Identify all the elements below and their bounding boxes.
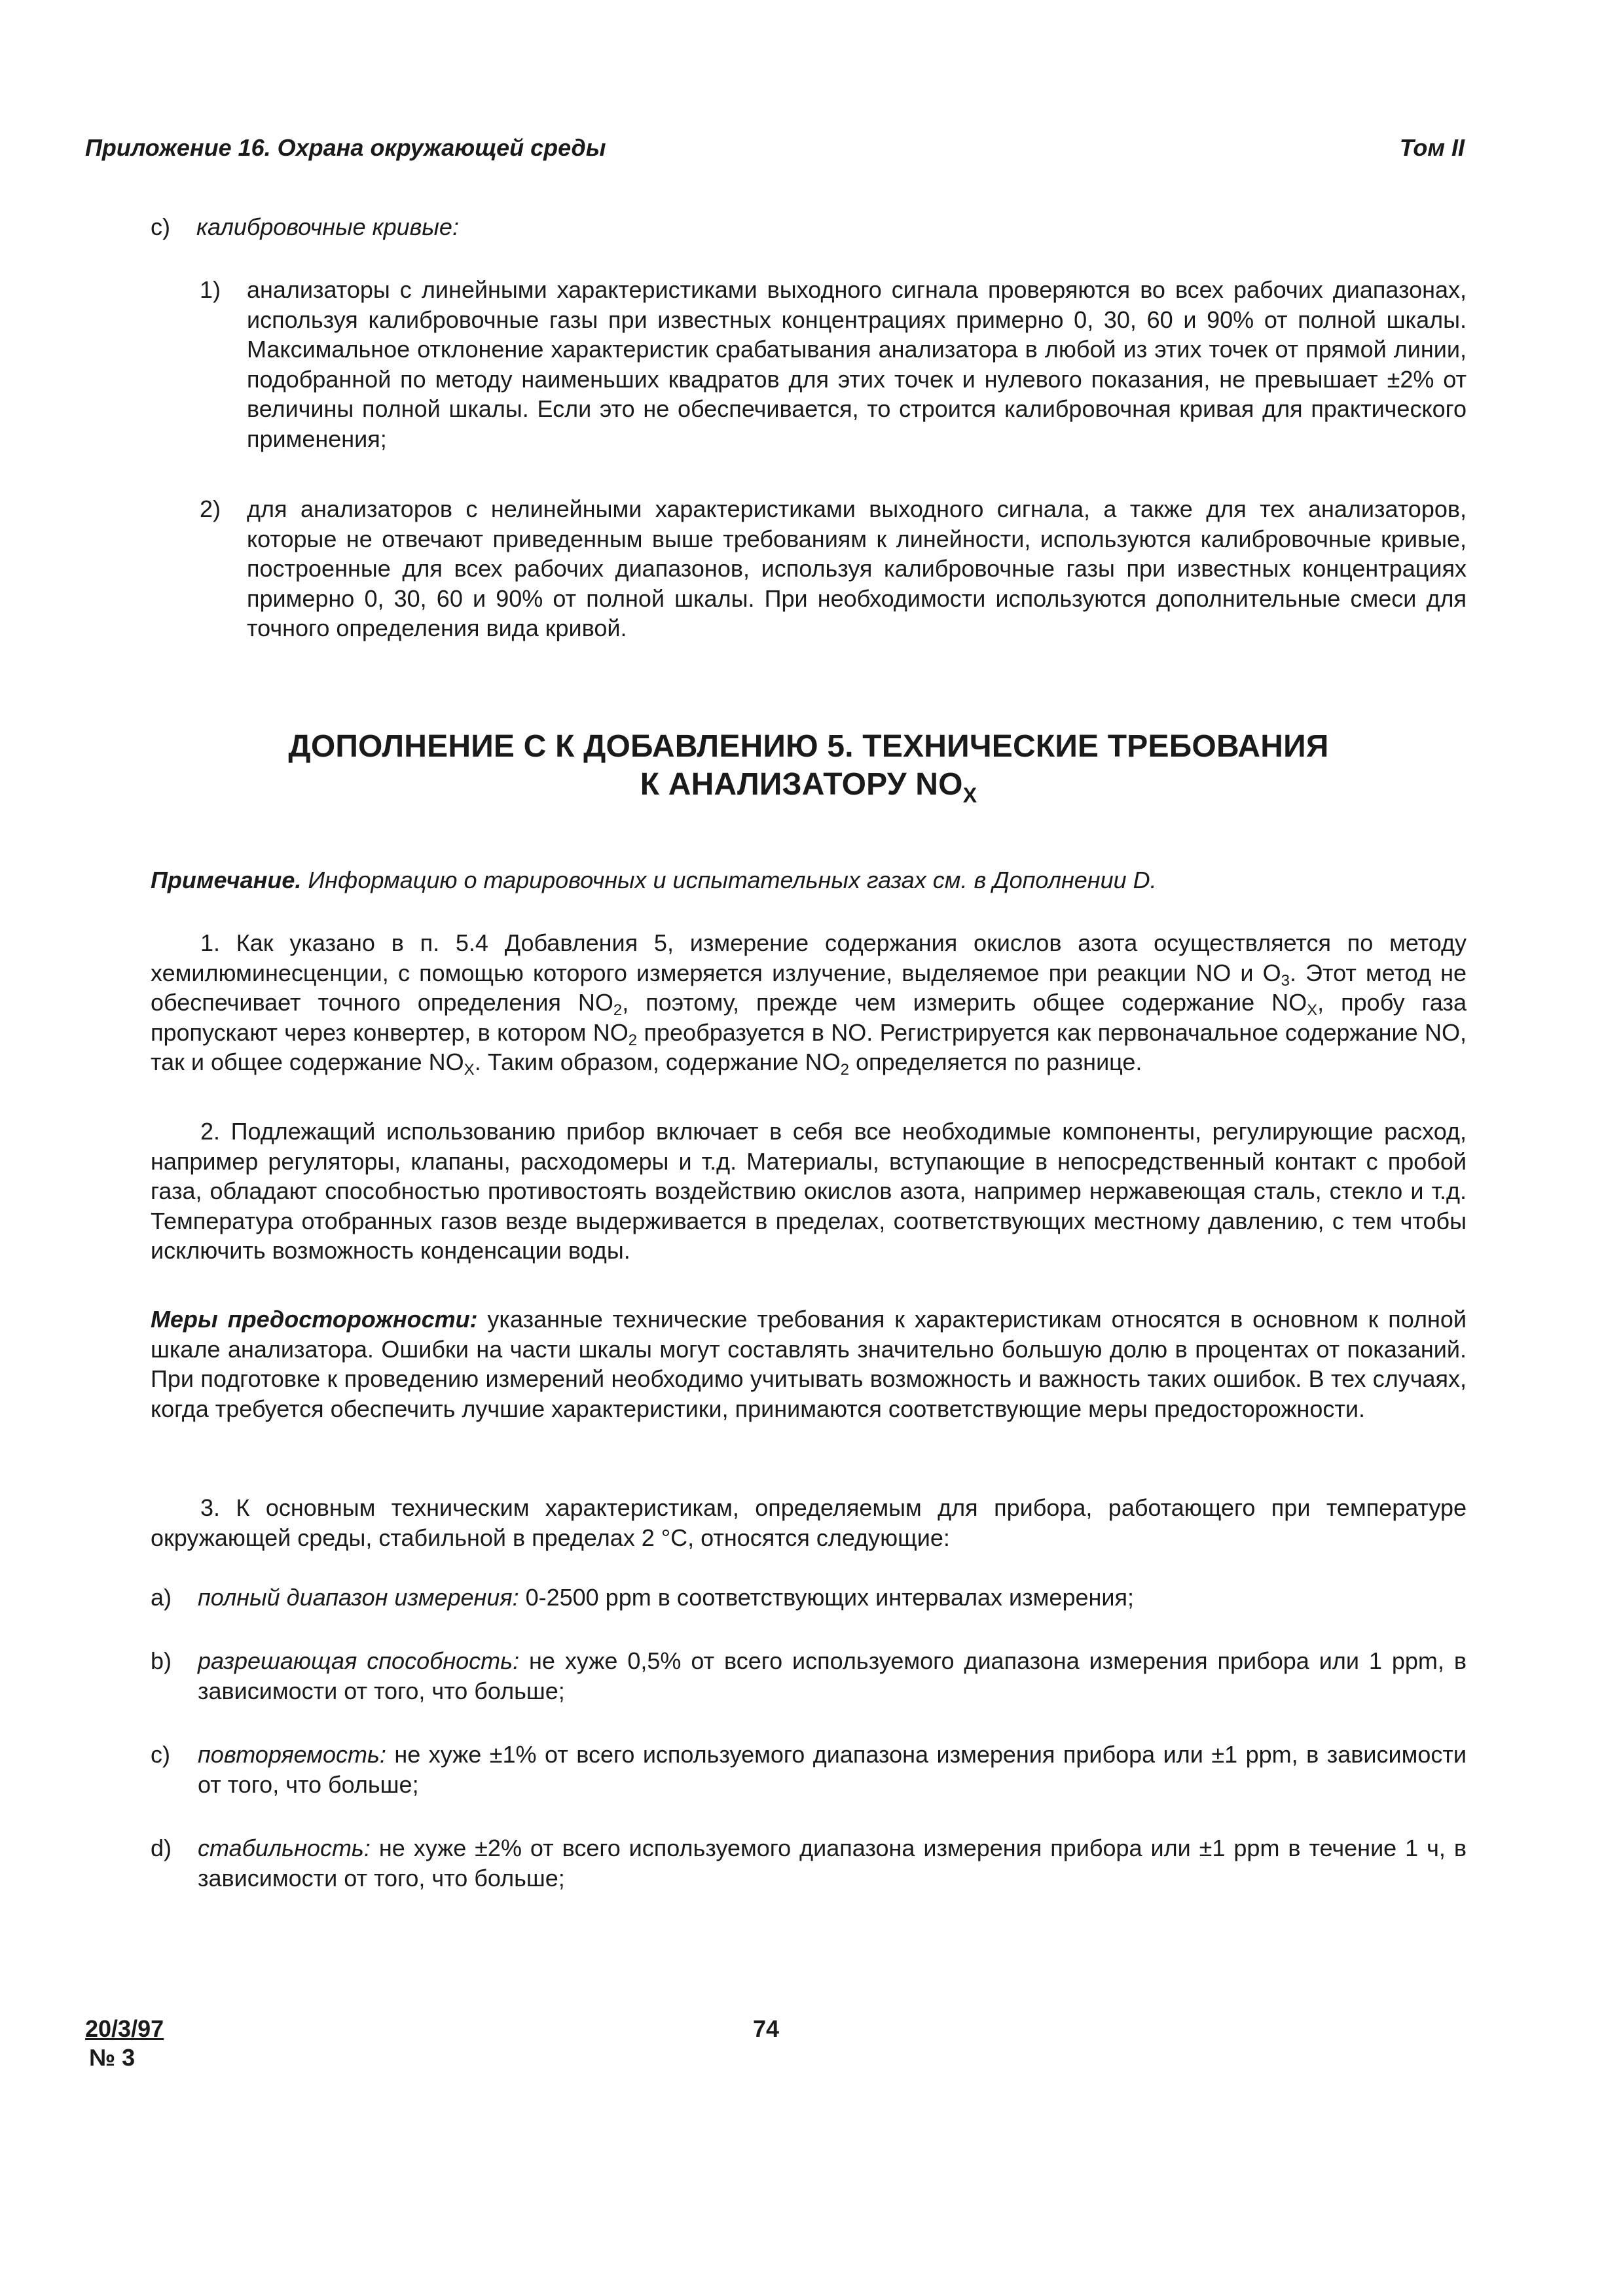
list-marker: d): [151, 1835, 172, 1861]
precautions-text: указанные технические требования к характеристикам относятся в основном к полной шкале анализатора. Ошибки на части шкалы могут составлять значительно большую долю в процентах от показаний. При подготовке к проведению измерений необходимо учитывать возможность и важность таких ошибок. В тех случаях, когда требуется обеспечить лучшие характеристики, принимаются соответствующие меры предосторожности.: [151, 1306, 1467, 1422]
list-item-text: анализаторы с линейными характеристиками выходного сигнала проверяются во всех рабочих диапазонах, используя калибровочные газы при известных концентрациях примерно 0, 30, 60 и 90% от полной шкалы. Максимальное отклонение характеристик срабатывания анализатора в любой из этих точек от прямой линии, подобранной по методу наименьших квадратов для этих точек и нулевого показания, не превышает ±2% от величины полной шкалы. Если это не обеспечивается, то строится калибровочная кривая для практического применения;: [247, 276, 1467, 452]
list-item-title: калибровочные кривые:: [196, 213, 459, 240]
list-item-text: разрешающая способность: не хуже 0,5% от всего используемого диапазона измерения прибора или 1 ppm, в зависимости от того, что больше;: [198, 1647, 1467, 1704]
note-paragraph: [151, 865, 1467, 895]
precautions-label: Меры предосторожности:: [151, 1306, 478, 1333]
running-header-title: Приложение 16. Охрана окружающей среды: [85, 134, 606, 161]
paragraph-1: 1. Как указано в п. 5.4 Добавления 5, измерение содержания окислов азота осуществляется по методу хемилюминесценции, с помощью которого измеряется излучение, выделяемое при реакции NO и $O_3$. Этот метод не обеспечивает точного определения $NO_2$, поэтому, прежде чем измерить общее содержание $NO_X$, пробу газа пропускают через конвертер, в котором $NO_2$ преобразуется в NO. Регистрируется как первоначальное содержание NO, так и общее содержание $NO_X$. Таким образом, содержание $NO_2$ определяется по разнице.: [151, 929, 1467, 1079]
list-item-text: для анализаторов с нелинейными характеристиками выходного сигнала, а также для тех анализаторов, которые не отвечают приведенным выше требованиям к линейности, используются калибровочные кривые, построенные для всех рабочих диапазонов, используя калибровочные газы при известных концентрациях примерно 0, 30, 60 и 90% от полной шкалы. При необходимости используются дополнительные смеси для точного определения вида кривой.: [247, 495, 1467, 641]
footer-issue-number: № 3: [89, 2044, 136, 2071]
list-marker: 2): [200, 495, 221, 522]
paragraph-3: 3. К основным техническим характеристикам, определяемым для прибора, работающего при температуре окружающей среды, стабильной в пределах 2 °С, относятся следующие:: [151, 1494, 1467, 1551]
list-item-text: полный диапазон измерения: 0-2500 ppm в соответствующих интервалах измерения;: [198, 1584, 1134, 1611]
note-text: Информацию о тарировочных и испытательных газах см. в Дополнении D.: [301, 867, 1157, 893]
list-marker: b): [151, 1647, 172, 1674]
section-heading-line-2: К АНАЛИЗАТОРУ $NO_X$: [640, 767, 977, 807]
list-marker: 1): [200, 276, 221, 303]
paragraph-2: 2. Подлежащий использованию прибор включает в себя все необходимые компоненты, регулирующие расход, например регуляторы, клапаны, расходомеры и т.д. Материалы, вступающие в непосредственный контакт с пробой газа, обладают способностью противостоять воздействию окислов азота, например нержавеющая сталь, стекло и т.д. Температура отобранных газов везде выдерживается в пределах, соответствующих местному давлению, с тем чтобы исключить возможность конденсации воды.: [151, 1118, 1467, 1264]
list-marker: c): [151, 213, 170, 240]
footer-date: 20/3/97: [85, 2015, 164, 2042]
list-item-text: повторяемость: не хуже ±1% от всего используемого диапазона измерения прибора или ±1 ppm, в зависимости от того, что больше;: [198, 1741, 1467, 1798]
running-header-volume: Том II: [1399, 134, 1465, 161]
section-heading-line-1: ДОПОЛНЕНИЕ С К ДОБАВЛЕНИЮ 5. ТЕХНИЧЕСКИЕ ТРЕБОВАНИЯ: [288, 729, 1329, 764]
note-label: Примечание.: [151, 867, 302, 893]
list-item-text: стабильность: не хуже ±2% от всего используемого диапазона измерения прибора или ±1 ppm в течение 1 ч, в зависимости от того, что больше;: [198, 1835, 1467, 1892]
list-marker: c): [151, 1741, 170, 1768]
precautions-paragraph: [151, 1304, 1467, 1424]
list-marker: a): [151, 1584, 172, 1611]
page-number: 74: [753, 2015, 780, 2042]
section-heading: [151, 728, 1467, 807]
